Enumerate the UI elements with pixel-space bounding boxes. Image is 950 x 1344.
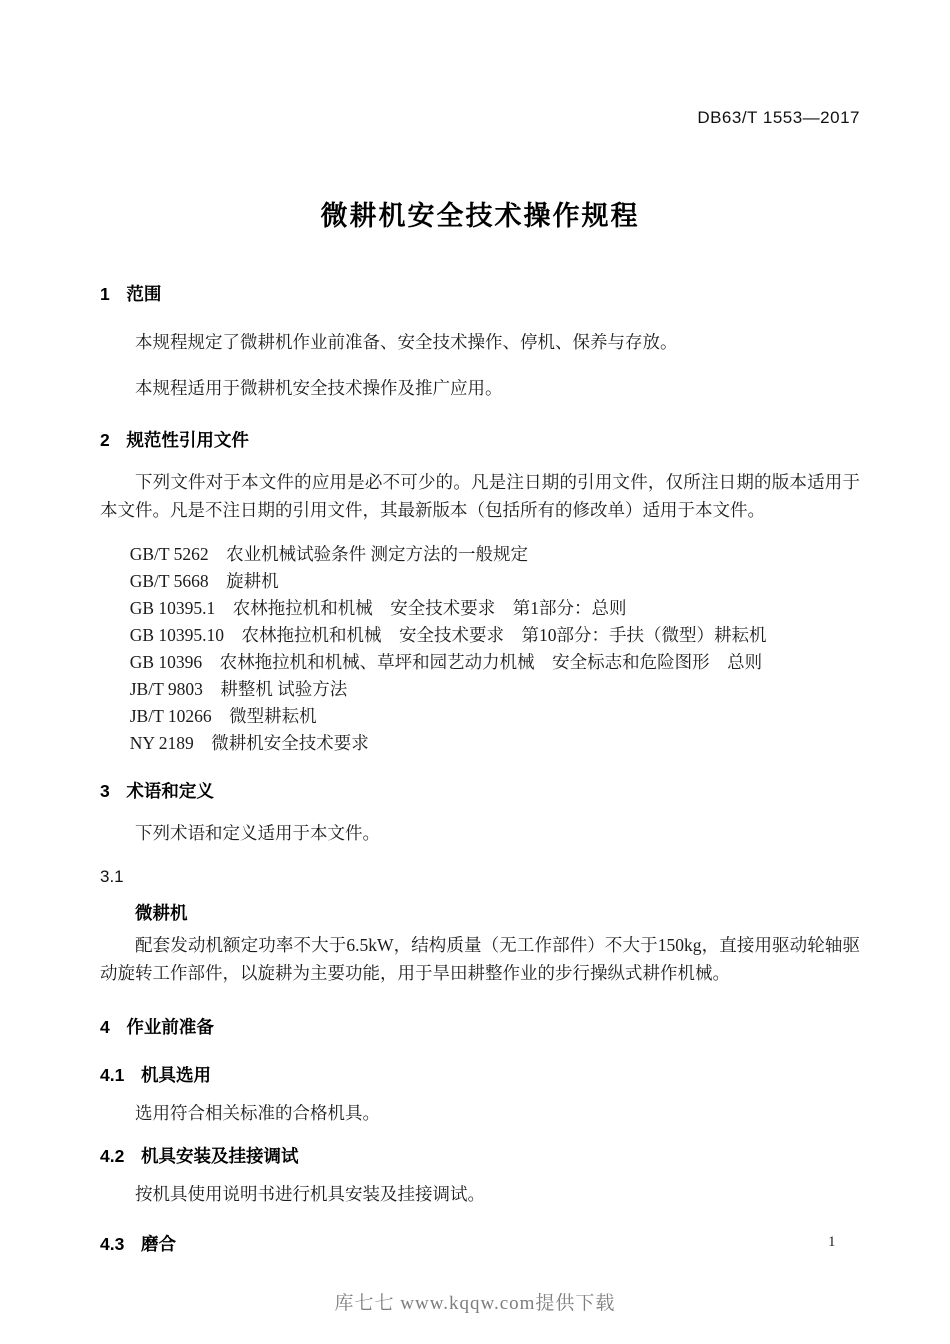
section-2-intro: 下列文件对于本文件的应用是必不可少的。凡是注日期的引用文件，仅所注日期的版本适用于本文件。凡是不注日期的引用文件，其最新版本（包括所有的修改单）适用于本文件。 xyxy=(100,471,860,520)
section-1-heading xyxy=(100,282,860,306)
document-title: 微耕机安全技术操作规程 xyxy=(320,201,640,231)
section-4-2-title: 机具安装及挂接调试 xyxy=(140,1146,299,1166)
section-3-title: 术语和定义 xyxy=(126,781,214,801)
section-2-title: 规范性引用文件 xyxy=(126,429,249,450)
reference-item: GB/T 5262 农业机械试验条件 测定方法的一般规定 xyxy=(129,544,529,564)
section-4-number: 4 xyxy=(100,1016,110,1037)
watermark: 库七七 www.kqqw.com提供下载 xyxy=(334,1293,616,1314)
reference-item: NY 2189 微耕机安全技术要求 xyxy=(129,733,369,753)
section-4-2-heading xyxy=(100,1144,860,1168)
section-1-paragraph-2: 本规程适用于微耕机安全技术操作及推广应用。 xyxy=(135,377,503,398)
reference-item: GB 10395.10 农林拖拉机和机械 安全技术要求 第10部分：手扶（微型）耕耘机 xyxy=(129,625,767,645)
section-4-heading xyxy=(100,1015,860,1039)
page-number: 1 xyxy=(828,1234,836,1250)
section-4-1-paragraph: 选用符合相关标准的合格机具。 xyxy=(135,1102,380,1123)
section-4-3-title: 磨合 xyxy=(140,1234,176,1254)
section-1-title: 范围 xyxy=(126,284,162,304)
section-3-number: 3 xyxy=(100,781,110,801)
term-weigengji: 微耕机 xyxy=(135,902,188,923)
section-3-heading xyxy=(100,779,860,803)
doc-code: DB63/T 1553—2017 xyxy=(697,108,860,127)
reference-item: GB/T 5668 旋耕机 xyxy=(129,571,279,591)
section-4-2-number: 4.2 xyxy=(100,1146,125,1166)
reference-item: JB/T 9803 耕整机 试验方法 xyxy=(129,679,348,699)
section-1-paragraph-1: 本规程规定了微耕机作业前准备、安全技术操作、停机、保养与存放。 xyxy=(135,332,678,352)
section-4-3-number: 4.3 xyxy=(100,1234,125,1254)
section-4-3-heading xyxy=(100,1232,860,1256)
reference-item: GB 10396 农林拖拉机和机械、草坪和园艺动力机械 安全标志和危险图形 总则 xyxy=(129,652,763,672)
section-1-number: 1 xyxy=(100,284,110,304)
section-4-1-heading xyxy=(100,1063,860,1087)
reference-item: GB 10395.1 农林拖拉机和机械 安全技术要求 第1部分：总则 xyxy=(129,598,627,618)
section-4-2-paragraph: 按机具使用说明书进行机具安装及挂接调试。 xyxy=(135,1184,485,1204)
reference-list xyxy=(100,541,860,757)
section-4-1-number: 4.1 xyxy=(100,1064,125,1085)
section-4-title: 作业前准备 xyxy=(126,1016,214,1037)
section-2-heading xyxy=(100,428,860,452)
section-4-1-title: 机具选用 xyxy=(140,1064,211,1085)
clause-3-1-number: 3.1 xyxy=(100,866,124,886)
section-3-intro: 下列术语和定义适用于本文件。 xyxy=(135,823,380,843)
page-content xyxy=(100,0,860,1256)
term-definition: 配套发动机额定功率不大于6.5kW，结构质量（无工作部件）不大于150kg，直接用驱动轮轴驱动旋转工作部件，以旋耕为主要功能，用于旱田耕整作业的步行操纵式耕作机械。 xyxy=(100,934,860,983)
reference-item: JB/T 10266 微型耕耘机 xyxy=(129,706,317,726)
section-2-number: 2 xyxy=(100,429,110,450)
